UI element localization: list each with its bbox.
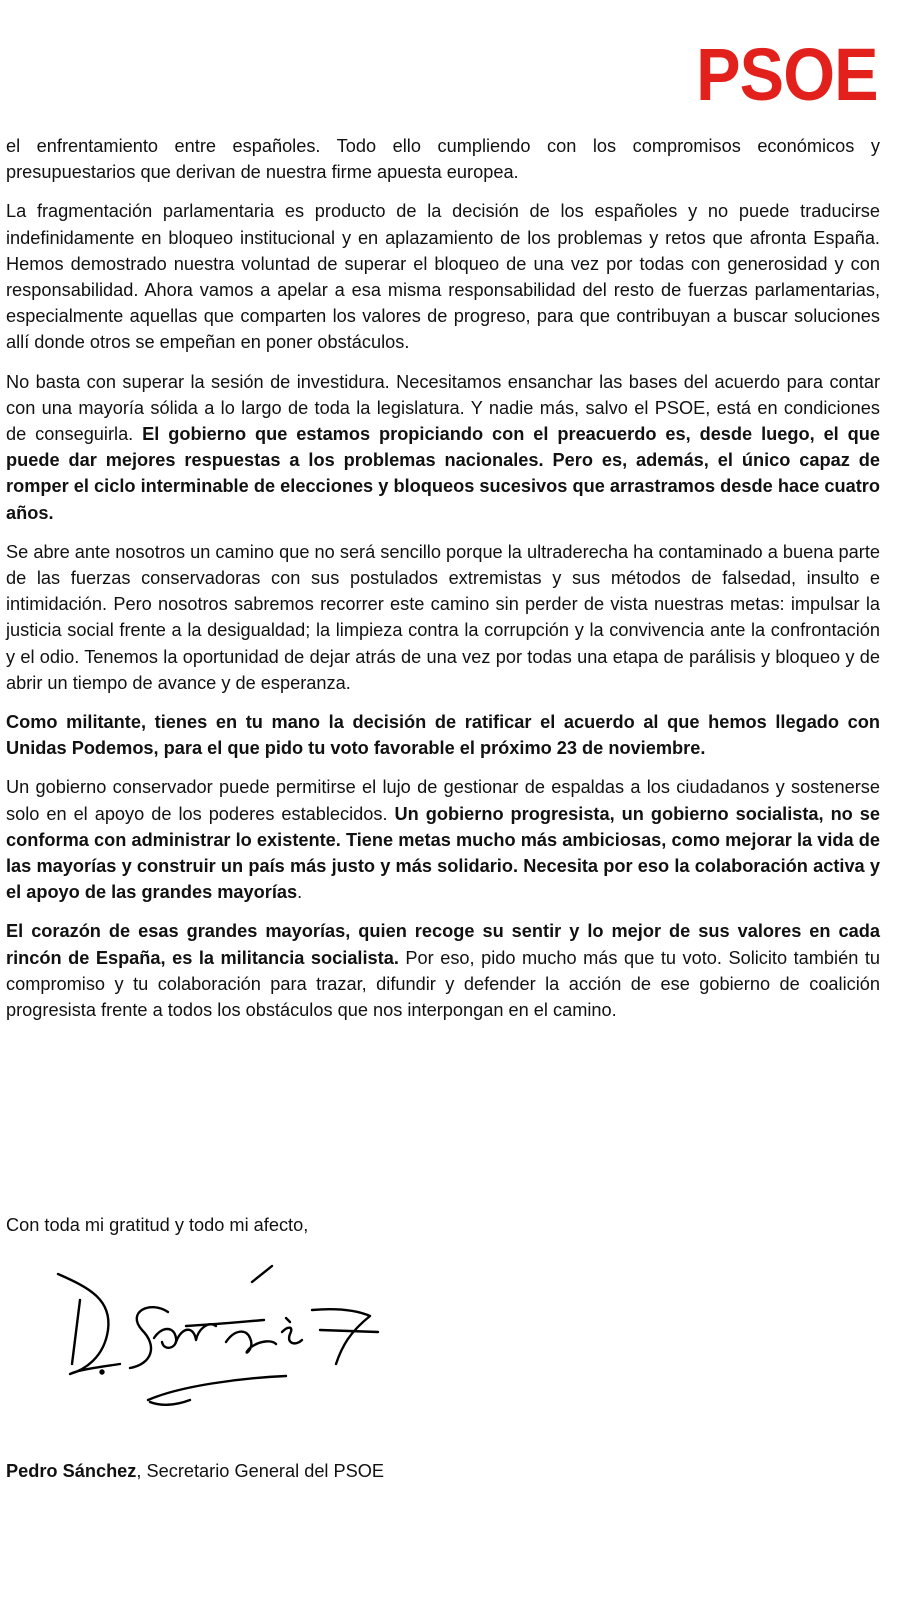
signer-name: Pedro Sánchez (6, 1461, 137, 1481)
paragraph-7-plain: Por eso, pido mucho más que tu voto. Solicito también tu compromiso y tu colaboración para trazar, difundir y defender la acción de ese gobierno de coalición progresista frente a todos los obstáculos que nos interpongan en el camino. (6, 947, 880, 1021)
paragraph-6-bold: Un gobierno progresista, un gobierno socialista, no se conforma con administrar lo existente. Tiene metas mucho más ambiciosas, como mejorar la vida de las mayorías y construir un país más justo y más solidario. Necesita por eso la colaboración activa y el apoyo de las grandes mayorías (6, 803, 880, 903)
psoe-logo: PSOE (696, 33, 878, 116)
paragraph-6 (6, 774, 880, 905)
paragraph-2: La fragmentación parlamentaria es producto de la decisión de los españoles y no puede traducirse indefinidamente en bloqueo institucional y en aplazamiento de los problemas y retos que afronta España. Hemos demostrado nuestra voluntad de superar el bloqueo de una vez por todas con generosidad y con responsabilidad. Ahora vamos a apelar a esa misma responsabilidad del resto de fuerzas parlamentarias, especialmente aquellas que comparten los valores de progreso, para que contribuyan a buscar soluciones allí donde otros se empeñan en poner obstáculos. (6, 201, 880, 353)
paragraph-3-bold: El gobierno que estamos propiciando con el preacuerdo es, desde luego, el que puede dar mejores respuestas a los problemas nacionales. Pero es, además, el único capaz de romper el ciclo interminable de elecciones y bloqueos sucesivos que arrastramos desde hace cuatro años. (6, 424, 881, 523)
paragraph-4: Se abre ante nosotros un camino que no será sencillo porque la ultraderecha ha contaminado a buena parte de las fuerzas conservadoras con sus postulados extremistas y sus métodos de falsedad, insulto e intimidación. Pero nosotros sabremos recorrer este camino sin perder de vista nuestras metas: impulsar la justicia social frente a la desigualdad; la limpieza contra la corrupción y la convivencia ante la confrontación y el odio. Tenemos la oportunidad de dejar atrás de una vez por todas una etapa de parálisis y bloqueo y de abrir un tiempo de avance y de esperanza. (6, 541, 880, 693)
signer-role: , Secretario General del PSOE (136, 1461, 385, 1481)
signer-line (6, 1458, 384, 1484)
letter-body (6, 133, 880, 1036)
handwritten-signature (50, 1260, 430, 1430)
paragraph-6-end: . (297, 882, 303, 903)
paragraph-5 (6, 709, 880, 761)
paragraph-3 (6, 369, 880, 526)
paragraph-5-bold: Como militante, tienes en tu mano la decisión de ratificar el acuerdo al que hemos llegado con Unidas Podemos, para el que pido tu voto favorable el próximo 23 de noviembre. (6, 712, 880, 759)
paragraph-1: el enfrentamiento entre españoles. Todo ello cumpliendo con los compromisos económicos y presupuestarios que derivan de nuestra firme apuesta europea. (6, 136, 880, 183)
closing-line: Con toda mi gratitud y todo mi afecto, (6, 1215, 309, 1235)
paragraph-7 (6, 918, 880, 1023)
paragraph-3-plain: No basta con superar la sesión de investidura. Necesitamos ensanchar las bases del acuerdo para contar con una mayoría sólida a lo largo de toda la legislatura. Y nadie más, salvo el PSOE, está en condiciones de conseguirla. (6, 371, 880, 445)
paragraph-6-plain: Un gobierno conservador puede permitirse el lujo de gestionar de espaldas a los ciudadanos y sostenerse solo en el apoyo de los poderes establecidos. (6, 777, 880, 824)
paragraph-7-bold: El corazón de esas grandes mayorías, quien recoge su sentir y lo mejor de sus valores en cada rincón de España, es la militancia socialista. (6, 921, 880, 968)
